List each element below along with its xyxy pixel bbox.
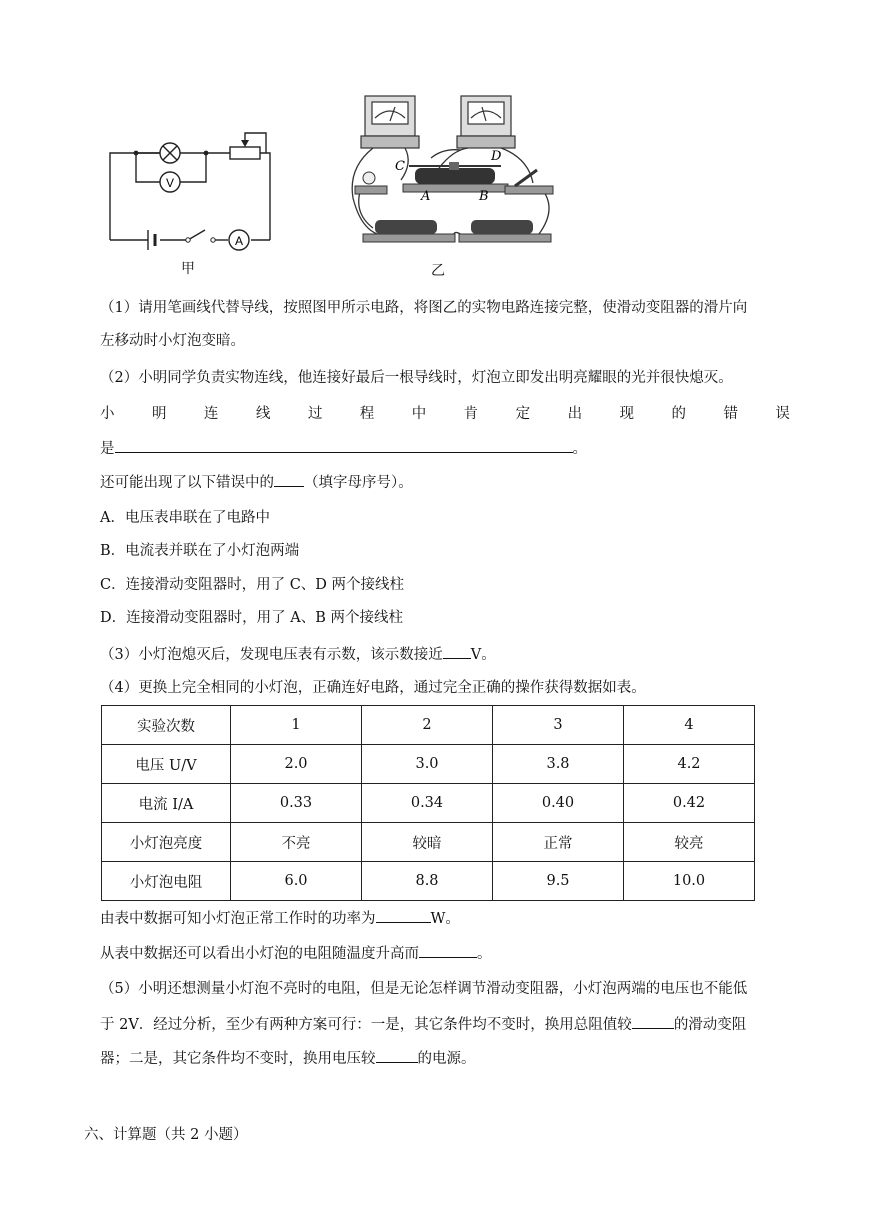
table-cell: 电压 U/V <box>102 745 231 784</box>
spread-char: 连 <box>203 406 219 422</box>
line-suffix: （填字母序号）。 <box>304 475 413 491</box>
table-header-cell: 2 <box>362 706 493 745</box>
table-cell: 0.40 <box>493 784 624 823</box>
spread-char: 出 <box>567 406 583 422</box>
option-a: A．电压表串联在了电路中 <box>100 510 270 526</box>
line-suffix: V。 <box>470 647 496 663</box>
table-cell: 较亮 <box>624 823 755 862</box>
ammeter-symbol: A <box>234 234 244 248</box>
spread-char: 定 <box>515 406 531 422</box>
terminal-label-c: C <box>395 159 405 174</box>
table-cell: 10.0 <box>624 862 755 901</box>
answer-blank-error[interactable] <box>115 436 573 453</box>
table-header-cell: 4 <box>624 706 755 745</box>
question-5-line-3 <box>100 1046 790 1071</box>
spread-char: 程 <box>359 406 375 422</box>
question-3-line <box>100 642 790 667</box>
table-header-cell: 3 <box>493 706 624 745</box>
spread-char: 小 <box>100 406 115 422</box>
table-cell: 电流 I/A <box>102 784 231 823</box>
question-5-line-2 <box>100 1012 790 1037</box>
question-2-line-4 <box>100 470 790 495</box>
line-text: 器；二是，其它条件均不变时，换用电压较 <box>100 1051 376 1067</box>
table-cell: 0.34 <box>362 784 493 823</box>
table-cell: 0.42 <box>624 784 755 823</box>
question-2-line-3 <box>100 436 790 461</box>
line-suffix: 。 <box>572 441 587 457</box>
answer-blank-rheostat[interactable] <box>632 1012 674 1029</box>
line-prefix: 由表中数据可知小灯泡正常工作时的功率为 <box>100 911 376 927</box>
line-suffix: W。 <box>430 911 460 927</box>
voltmeter-symbol: V <box>165 176 175 190</box>
table-cell: 6.0 <box>231 862 362 901</box>
circuit-photo-yi <box>343 88 568 268</box>
spread-char: 现 <box>619 406 635 422</box>
table-cell: 不亮 <box>231 823 362 862</box>
table-header-row <box>102 706 755 745</box>
table-cell: 0.33 <box>231 784 362 823</box>
line-text: 的电源。 <box>417 1051 476 1067</box>
table-cell: 8.8 <box>362 862 493 901</box>
spread-char: 肯 <box>463 406 479 422</box>
answer-blank-voltage[interactable] <box>443 642 471 659</box>
table-row <box>102 862 755 901</box>
table-cell: 2.0 <box>231 745 362 784</box>
figure-label-yi: 乙 <box>431 263 445 279</box>
table-cell: 小灯泡电阻 <box>102 862 231 901</box>
answer-blank-letter[interactable] <box>274 470 304 487</box>
spread-char: 线 <box>255 406 271 422</box>
table-cell: 9.5 <box>493 862 624 901</box>
question-4-line-1: （4）更换上完全相同的小灯泡，正确连好电路，通过完全正确的操作获得数据如表。 <box>100 680 646 696</box>
section-heading: 六、计算题（共 2 小题） <box>84 1127 248 1143</box>
line-prefix: 是 <box>100 441 115 457</box>
question-2-spread-line <box>100 402 790 426</box>
table-row <box>102 823 755 862</box>
option-b: B．电流表并联在了小灯泡两端 <box>100 543 300 559</box>
question-1-line-1: （1）请用笔画线代替导线，按照图甲所示电路，将图乙的实物电路连接完整，使滑动变阻器的滑片向 <box>100 300 748 316</box>
circuit-diagram-jia <box>98 118 273 278</box>
question-5-line-1: （5）小明还想测量小灯泡不亮时的电阻，但是无论怎样调节滑动变阻器，小灯泡两端的电压也不能低 <box>100 981 748 997</box>
answer-blank-resistance-trend[interactable] <box>419 941 477 958</box>
option-d: D．连接滑动变阻器时，用了 A、B 两个接线柱 <box>100 610 403 626</box>
question-4-power-line <box>100 906 790 931</box>
spread-char: 中 <box>411 406 427 422</box>
table-row <box>102 784 755 823</box>
data-table <box>101 705 755 901</box>
line-suffix: 。 <box>477 946 492 962</box>
table-header-cell: 实验次数 <box>102 706 231 745</box>
table-cell: 较暗 <box>362 823 493 862</box>
question-2-line-1: （2）小明同学负责实物连线，他连接好最后一根导线时，灯泡立即发出明亮耀眼的光并很快熄灭。 <box>100 370 733 386</box>
table-cell: 小灯泡亮度 <box>102 823 231 862</box>
spread-char: 的 <box>671 406 686 422</box>
table-row <box>102 745 755 784</box>
figure-label-jia: 甲 <box>181 261 195 277</box>
terminal-label-a: A <box>421 189 431 204</box>
line-prefix: （3）小灯泡熄灭后，发现电压表有示数，该示数接近 <box>100 647 443 663</box>
terminal-label-d: D <box>491 149 502 164</box>
spread-char: 误 <box>775 406 790 422</box>
option-c: C．连接滑动变阻器时，用了 C、D 两个接线柱 <box>100 577 405 593</box>
spread-char: 错 <box>723 406 738 422</box>
table-header-cell: 1 <box>231 706 362 745</box>
line-prefix: 还可能出现了以下错误中的 <box>100 475 274 491</box>
question-4-resistance-line <box>100 941 790 966</box>
terminal-label-b: B <box>479 189 489 204</box>
line-text: 于 2V．经过分析，至少有两种方案可行：一是，其它条件均不变时，换用总阻值较 <box>100 1017 632 1033</box>
table-cell: 4.2 <box>624 745 755 784</box>
table-cell: 正常 <box>493 823 624 862</box>
table-cell: 3.8 <box>493 745 624 784</box>
spread-char: 过 <box>307 406 323 422</box>
answer-blank-source-voltage[interactable] <box>376 1046 418 1063</box>
line-prefix: 从表中数据还可以看出小灯泡的电阻随温度升高而 <box>100 946 419 962</box>
spread-char: 明 <box>151 406 167 422</box>
line-text: 的滑动变阻 <box>673 1017 747 1033</box>
circuit-figures <box>98 88 568 278</box>
answer-blank-power[interactable] <box>376 906 431 923</box>
question-1-line-2: 左移动时小灯泡变暗。 <box>100 333 245 349</box>
table-cell: 3.0 <box>362 745 493 784</box>
